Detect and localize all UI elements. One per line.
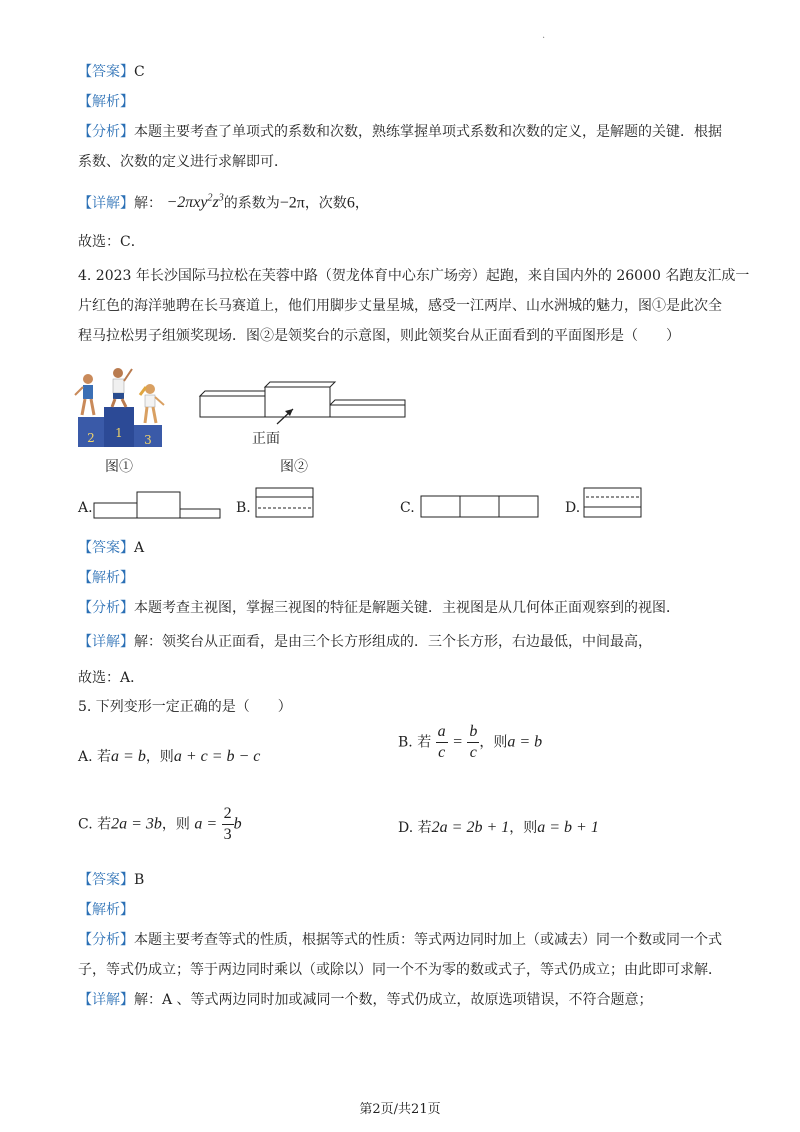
right-block-front	[330, 405, 405, 417]
q5-option-b-frac1: $\frac{a}{c}$	[437, 723, 446, 761]
middle-block-top	[265, 382, 335, 387]
runner-left	[75, 374, 94, 415]
runner-right	[140, 384, 164, 423]
q4-option-a-figure	[92, 490, 224, 522]
left-block-front	[200, 396, 265, 417]
q3-analysis-line2: 系数、次数的定义进行求解即可．	[78, 154, 288, 170]
q5-option-b-frac2: $\frac{b}{c}$	[469, 723, 478, 761]
q4-option-b-figure	[254, 486, 316, 520]
q3-jiexi: 【解析】	[78, 94, 134, 110]
q4-option-c-label: C.	[400, 500, 415, 516]
q3-answer: 【答案】C	[78, 64, 145, 80]
q5-jiexi: 【解析】	[78, 902, 134, 918]
front-label: 正面	[252, 431, 280, 447]
q5-option-c: C. 若2a = 3b，则 a = $\frac{2}{3}$ b	[78, 805, 242, 843]
page-footer: 第2页/共21页	[359, 1102, 441, 1117]
q5-analysis-line1: 【分析】本题主要考查等式的性质，根据等式的性质：等式两边同时加上（或减去）同一个数或同一个式	[78, 932, 722, 948]
q4-choose: 故选：A．	[78, 670, 145, 686]
q4-stem-line3: 程马拉松男子组颁奖现场．图②是领奖台的示意图，则此领奖台从正面看到的平面图形是（ ）	[78, 328, 680, 344]
q5-option-d: D. 若2a = 2b + 1，则a = b + 1	[398, 819, 599, 836]
q4-option-d-figure	[582, 486, 644, 520]
q5-stem: 5. 下列变形一定正确的是（ ）	[78, 699, 292, 715]
podium-num-1: 1	[115, 426, 123, 440]
q5-option-b: B. 若 $\frac{a}{c}$ = $\frac{b}{c}$ ，则a = b	[398, 723, 543, 761]
q4-option-d-label: D.	[565, 500, 581, 516]
podium-diagram	[195, 378, 415, 450]
q3-degree: 6	[346, 194, 355, 212]
q4-analysis: 【分析】本题考查主视图，掌握三视图的特征是解题关键．主视图是从几何体正面观察到的视图．	[78, 600, 680, 616]
q5-detail: 【详解】解：A 、等式两边同时加或减同一个数，等式仍成立，故原选项错误，不符合题意；	[78, 992, 653, 1008]
runner-center	[112, 368, 132, 407]
q4-option-a-label: A.	[78, 500, 93, 516]
podium-num-2: 2	[87, 431, 95, 445]
q5-option-a: A. 若a = b，则a + c = b − c	[78, 748, 261, 765]
q4-option-b-label: B.	[236, 500, 251, 516]
q4-option-c-figure	[419, 494, 541, 520]
fig1-caption: 图①	[105, 459, 133, 475]
q4-stem-line2: 片红色的海洋驰聘在长马赛道上，他们用脚步丈量星城，感受一江两岸、山水洲城的魅力，图①是此次全	[78, 298, 722, 314]
header-mark: .	[542, 30, 546, 41]
q3-detail: 【详解】解： $-2\pi xy^2z^3$的系数为−2π，次数6，	[78, 193, 369, 212]
q4-stem-line1: 4. 2023 年长沙国际马拉松在芙蓉中路（贺龙体育中心东广场旁）起跑，来自国内外的 26000 名跑友汇成一	[78, 268, 750, 284]
podium-photo	[70, 365, 170, 450]
q5-answer: 【答案】B	[78, 872, 145, 888]
q3-analysis-line1: 【分析】本题主要考查了单项式的系数和次数，熟练掌握单项式系数和次数的定义，是解题的关键．根据	[78, 124, 722, 140]
right-block-top	[330, 400, 405, 405]
q3-coefficient: −2π	[279, 194, 305, 212]
q4-answer: 【答案】A	[78, 540, 145, 556]
q5-analysis-line2: 子，等式仍成立；等于两边同时乘以（或除以）同一个不为零的数或式子，等式仍成立；由此即可求解．	[78, 962, 722, 978]
q5-option-c-frac: $\frac{2}{3}$	[223, 805, 232, 843]
podium-num-3: 3	[144, 433, 152, 447]
q4-detail: 【详解】解：领奖台从正面看，是由三个长方形组成的．三个长方形，右边最低，中间最高，	[78, 634, 652, 650]
q4-jiexi: 【解析】	[78, 570, 134, 586]
q3-choose: 故选：C．	[78, 234, 145, 250]
q3-expression: $-2\pi xy^2z^3$	[166, 193, 224, 212]
left-block-top	[200, 391, 270, 396]
middle-block-front	[265, 387, 330, 417]
fig2-caption: 图②	[280, 459, 308, 475]
